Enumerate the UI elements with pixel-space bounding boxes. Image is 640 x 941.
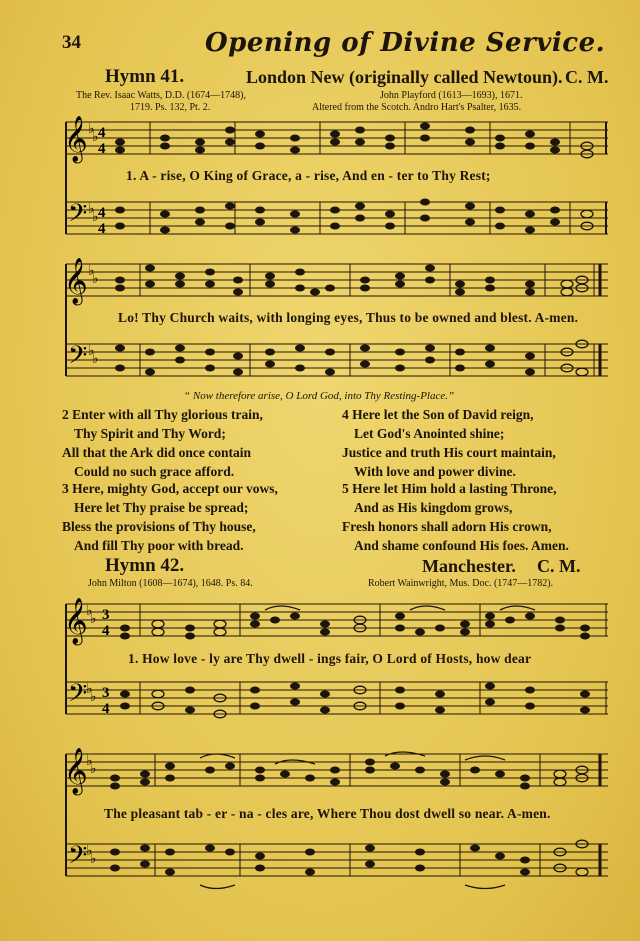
svg-text:4: 4 — [102, 701, 110, 717]
treble-clef-icon: 𝄞 — [64, 748, 88, 794]
svg-text:♭: ♭ — [86, 754, 93, 769]
hymn-41-source-credit: Altered from the Scotch. Andro Hart's Psalter, 1635. — [312, 102, 522, 113]
hymn-41-lyric-line-1: 1. A - rise, O King of Grace, a - rise, And en - ter to Thy Rest; — [126, 168, 491, 183]
svg-text:♭: ♭ — [92, 130, 99, 145]
svg-text:♭: ♭ — [90, 690, 97, 705]
svg-text:4: 4 — [98, 125, 106, 141]
svg-text:♭: ♭ — [90, 852, 97, 867]
svg-text:♭: ♭ — [88, 122, 95, 137]
svg-text:3: 3 — [102, 607, 110, 623]
svg-text:♭: ♭ — [86, 844, 93, 859]
hymn-42-label: Hymn 42. — [105, 555, 185, 576]
svg-text:♭: ♭ — [92, 272, 99, 287]
hymn-41-author-credit: The Rev. Isaac Watts, D.D. (1674—1748), — [76, 90, 246, 101]
svg-text:4: 4 — [98, 141, 106, 157]
page-number: 34 — [62, 32, 81, 53]
svg-text:♭: ♭ — [88, 344, 95, 359]
svg-text:♭: ♭ — [86, 604, 93, 619]
hymn-41-meter: C. M. — [565, 67, 609, 87]
scripture-quote: “ Now therefore arise, O Lord God, into Thy Resting-Place.” — [184, 390, 455, 402]
stanza-3: 3 Here, mighty God, accept our vows, Here let Thy praise be spread; Bless the provisions of Thy house, And fill Thy poor with bread. — [62, 481, 278, 553]
svg-text:4: 4 — [98, 205, 106, 221]
hymn-41-label: Hymn 41. — [105, 66, 185, 87]
hymn-42-meter: C. M. — [537, 556, 581, 576]
bass-clef-icon: 𝄢 — [68, 341, 88, 376]
stanza-5: 5 Here let Him hold a lasting Throne, And as His kingdom grows, Fresh honors shall adorn His crown, And shame confound His foes. Amen. — [342, 481, 569, 553]
page-title: Opening of Divine Service. — [205, 28, 606, 58]
svg-text:♭: ♭ — [92, 210, 99, 225]
svg-text:4: 4 — [102, 623, 110, 639]
hymn-42-lyric-line-1: 1. How love - ly are Thy dwell - ings fair, O Lord of Hosts, how dear — [128, 651, 532, 666]
hymn-41-author-psalm: 1719. Ps. 132, Pt. 2. — [130, 102, 211, 113]
hymn-42-lyric-line-2: The pleasant tab - er - na - cles are, Where Thou dost dwell so near. A-men. — [104, 806, 551, 821]
bass-clef-icon: 𝄢 — [68, 679, 88, 714]
stanza-2: 2 Enter with all Thy glorious train, Thy Spirit and Thy Word; All that the Ark did once contain Could no such grace afford. — [62, 407, 263, 479]
treble-clef-icon: 𝄞 — [64, 598, 88, 644]
svg-text:♭: ♭ — [88, 264, 95, 279]
bass-clef-icon: 𝄢 — [68, 199, 88, 234]
hymn-42-composer-credit: Robert Wainwright, Mus. Doc. (1747—1782). — [368, 578, 554, 589]
svg-text:♭: ♭ — [88, 202, 95, 217]
treble-clef-icon: 𝄞 — [64, 116, 88, 162]
svg-text:♭: ♭ — [92, 352, 99, 367]
hymn-41-composer-credit: John Playford (1613—1693), 1671. — [380, 90, 523, 101]
svg-text:♭: ♭ — [86, 682, 93, 697]
svg-text:3: 3 — [102, 685, 110, 701]
hymn-41-lyric-line-2: Lo! Thy Church waits, with longing eyes, Thus to be owned and blest. A-men. — [118, 310, 579, 325]
bass-clef-icon: 𝄢 — [68, 841, 88, 876]
hymn-41-tune: London New (originally called Newtoun). — [246, 67, 563, 87]
stanza-4: 4 Here let the Son of David reign, Let God's Anointed shine; Justice and truth His court maintain, With love and power divine. — [342, 407, 556, 479]
hymn-42-author-credit: John Milton (1608—1674), 1648. Ps. 84. — [88, 578, 253, 589]
svg-text:♭: ♭ — [90, 612, 97, 627]
svg-text:4: 4 — [98, 221, 106, 237]
hymn-42-tune: Manchester. — [422, 556, 516, 576]
svg-text:♭: ♭ — [90, 762, 97, 777]
treble-clef-icon: 𝄞 — [64, 258, 88, 304]
